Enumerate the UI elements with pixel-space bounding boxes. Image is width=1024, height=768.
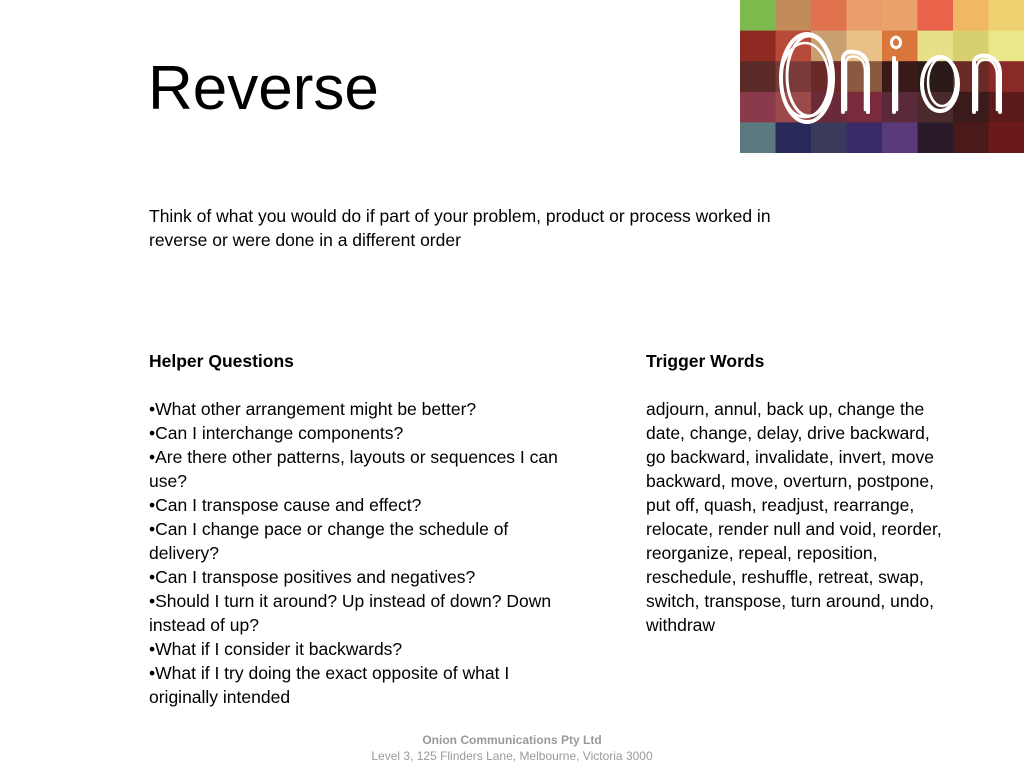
helper-questions	[149, 349, 559, 709]
helper-question: •What if I consider it backwards?	[149, 639, 403, 659]
helper-question: •Can I interchange components?	[149, 423, 404, 443]
helper-question: •Should I turn it around? Up instead of down? Down instead of up?	[149, 591, 552, 635]
trigger-words	[646, 349, 946, 637]
helper-question: •Are there other patterns, layouts or sequences I can use?	[149, 447, 558, 491]
footer	[0, 732, 1024, 764]
helper-question: •Can I transpose cause and effect?	[149, 495, 422, 515]
onion-logo	[740, 0, 1024, 153]
trigger-words-heading: Trigger Words	[646, 351, 765, 371]
helper-questions-heading: Helper Questions	[149, 351, 294, 371]
helper-question: •Can I change pace or change the schedule of delivery?	[149, 519, 509, 563]
slide-intro: Think of what you would do if part of your problem, product or process worked in reverse or were done in a different order	[149, 206, 771, 250]
trigger-words-text: adjourn, annul, back up, change the date, change, delay, drive backward, go backward, invalidate, invert, move backward, move, overturn, postpone, put off, quash, readjust, rearrange, relocate, render null and void, reorder, reorganize, repeal, reposition, reschedule, reshuffle, retreat, swap, switch, transpose, turn around, undo, withdraw	[646, 399, 942, 635]
helper-question: •What if I try doing the exact opposite of what I originally intended	[149, 663, 510, 707]
helper-question: •What other arrangement might be better?	[149, 399, 477, 419]
footer-address: Level 3, 125 Flinders Lane, Melbourne, Victoria 3000	[371, 749, 653, 763]
logo-wordmark	[740, 0, 1024, 153]
footer-company: Onion Communications Pty Ltd	[422, 733, 602, 747]
helper-question: •Can I transpose positives and negatives?	[149, 567, 476, 587]
slide-title: Reverse	[148, 54, 379, 123]
